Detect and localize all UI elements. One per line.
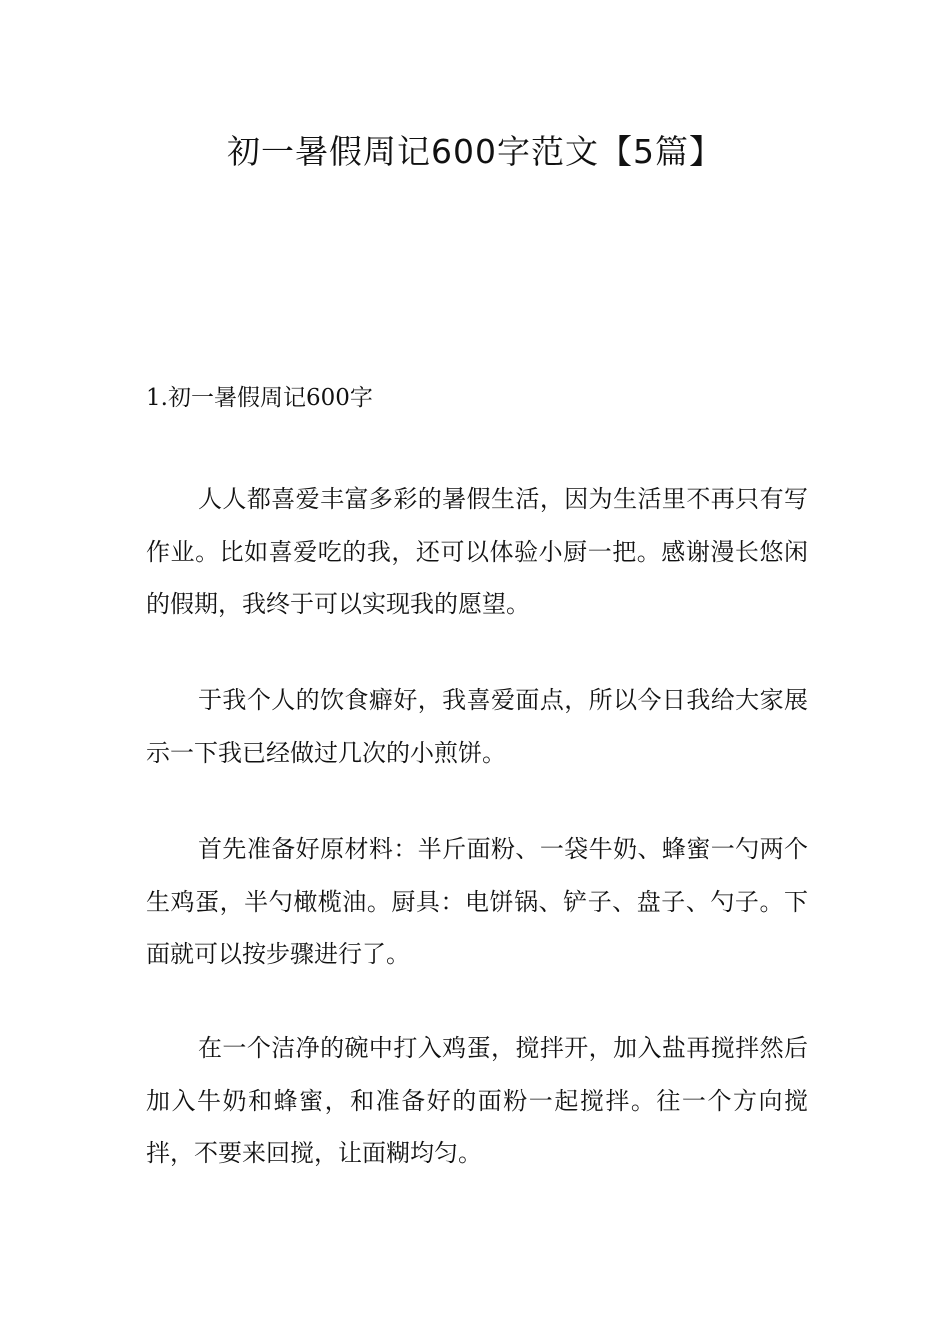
section-heading: 1.初一暑假周记600字 — [146, 385, 373, 411]
paragraph-1: 人人都喜爱丰富多彩的暑假生活，因为生活里不再只有写作业。比如喜爱吃的我，还可以体验小厨一把。感谢漫长悠闲的假期，我终于可以实现我的愿望。 — [146, 485, 808, 618]
paragraph-3: 首先准备好原材料：半斤面粉、一袋牛奶、蜂蜜一勺两个生鸡蛋，半勺橄榄油。厨具：电饼锅、铲子、盘子、勺子。下面就可以按步骤进行了。 — [146, 835, 808, 968]
paragraph-2: 于我个人的饮食癖好，我喜爱面点，所以今日我给大家展示一下我已经做过几次的小煎饼。 — [146, 686, 808, 767]
document-title: 初一暑假周记600字范文【5篇】 — [227, 132, 723, 171]
paragraph-4: 在一个洁净的碗中打入鸡蛋，搅拌开，加入盐再搅拌然后加入牛奶和蜂蜜，和准备好的面粉一起搅拌。往一个方向搅拌，不要来回搅，让面糊均匀。 — [146, 1034, 808, 1167]
